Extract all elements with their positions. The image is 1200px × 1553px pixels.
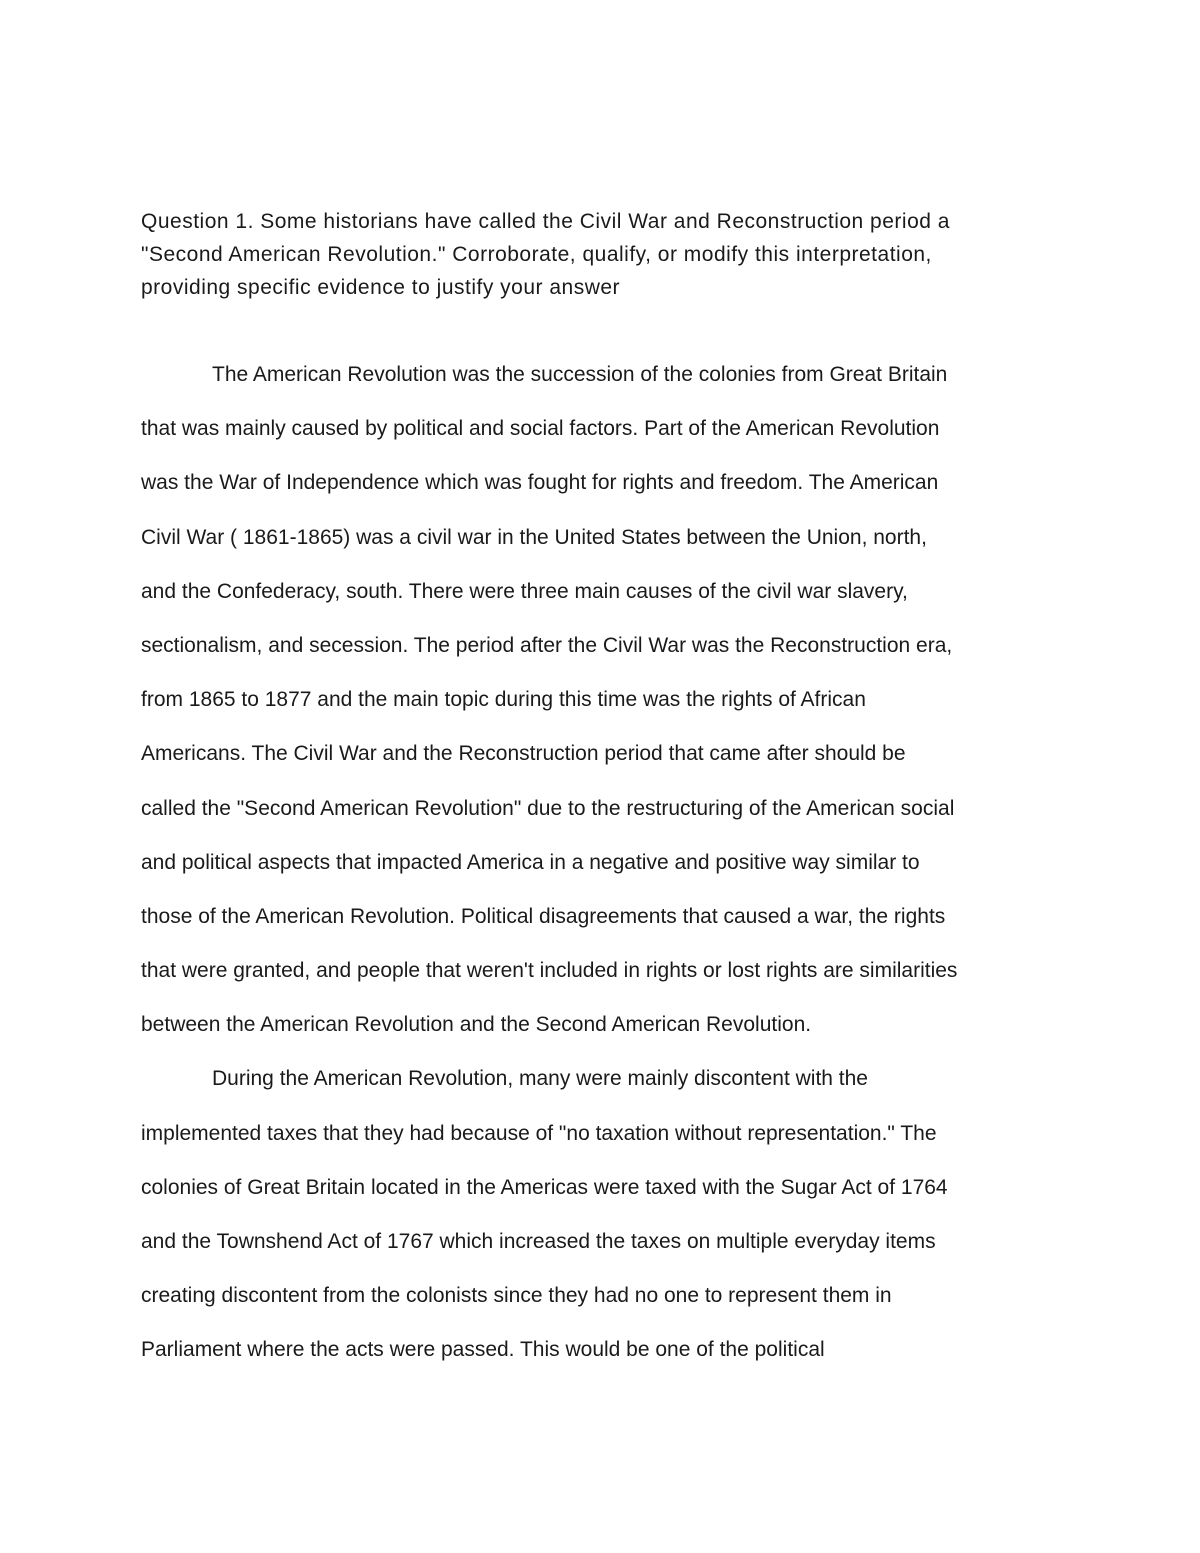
paragraph-2-first-line: During the American Revolution, many were mainly discontent with the (212, 1067, 868, 1091)
essay-line: was the War of Independence which was fought for rights and freedom. The American (141, 471, 939, 495)
essay-line: colonies of Great Britain located in the Americas were taxed with the Sugar Act of 1764 (141, 1175, 948, 1199)
paragraph-1-first-line: The American Revolution was the succession of the colonies from Great Britain (212, 363, 948, 386)
essay-line: between the American Revolution and the Second American Revolution. (141, 1013, 812, 1037)
essay-line: that was mainly caused by political and social factors. Part of the American Revolution (141, 417, 940, 441)
essay-line: called the "Second American Revolution" due to the restructuring of the American social (141, 796, 955, 820)
question-line: Question 1. Some historians have called the Civil War and Reconstruction period a (141, 210, 950, 233)
essay-line: that were granted, and people that weren't included in rights or lost rights are similarities (141, 959, 958, 983)
essay-line: Civil War ( 1861-1865) was a civil war in the United States between the Union, north, (141, 525, 927, 549)
essay-line: and the Confederacy, south. There were three main causes of the civil war slavery, (141, 579, 908, 603)
essay-line: those of the American Revolution. Political disagreements that caused a war, the rights (141, 904, 946, 928)
essay-line: implemented taxes that they had because of "no taxation without representation." The (141, 1121, 937, 1145)
essay-line: and the Townshend Act of 1767 which increased the taxes on multiple everyday items (141, 1230, 936, 1253)
essay-line: Americans. The Civil War and the Reconstruction period that came after should be (141, 742, 906, 766)
question-prompt (141, 205, 950, 304)
essay-line: sectionalism, and secession. The period after the Civil War was the Reconstruction era, (141, 633, 953, 657)
essay-line: creating discontent from the colonists since they had no one to represent them in (141, 1284, 892, 1308)
essay-body (141, 358, 957, 1388)
essay-line: Parliament where the acts were passed. This would be one of the political (141, 1338, 825, 1362)
essay-line: and political aspects that impacted America in a negative and positive way similar to (141, 850, 920, 874)
question-line: "Second American Revolution." Corroborate, qualify, or modify this interpretation, (141, 243, 932, 266)
essay-line: from 1865 to 1877 and the main topic during this time was the rights of African (141, 688, 866, 712)
question-line: providing specific evidence to justify your answer (141, 276, 621, 299)
